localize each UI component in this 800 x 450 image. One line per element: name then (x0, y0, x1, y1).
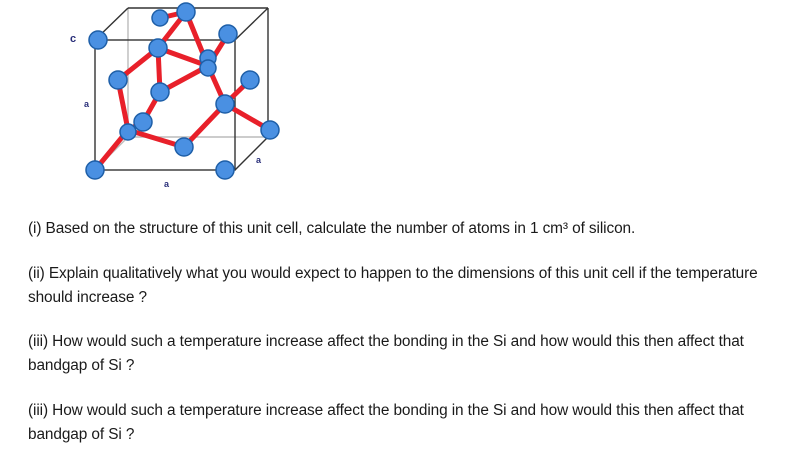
atom (149, 39, 167, 57)
atom (241, 71, 259, 89)
label-a-left: a (84, 99, 90, 109)
atom (177, 3, 195, 21)
atom (216, 95, 234, 113)
atom (216, 161, 234, 179)
atom (261, 121, 279, 139)
atom (134, 113, 152, 131)
label-c: c (70, 33, 77, 45)
atom (86, 161, 104, 179)
question-ii: (ii) Explain qualitatively what you would expect to happen to the dimensions of this unit cell if the temperature should increase ? (28, 265, 758, 306)
silicon-unit-cell-diagram (40, 0, 340, 200)
atom (219, 25, 237, 43)
question-iii: (iii) How would such a temperature increase affect the bonding in the Si and how would this then affect that bandgap of Si ? (28, 333, 744, 374)
atom (200, 60, 216, 76)
question-i: (i) Based on the structure of this unit cell, calculate the number of atoms in 1 cm³ of silicon. (28, 220, 636, 237)
atoms (86, 3, 279, 179)
label-a-bottom: a (164, 179, 170, 189)
label-a-right: a (256, 155, 262, 165)
atom (152, 10, 168, 26)
atom (175, 138, 193, 156)
atom (109, 71, 127, 89)
question-iii-repeat: (iii) How would such a temperature increase affect the bonding in the Si and how would this then affect that bandgap of Si ? (28, 402, 744, 443)
atom (151, 83, 169, 101)
atom (89, 31, 107, 49)
atom (120, 124, 136, 140)
